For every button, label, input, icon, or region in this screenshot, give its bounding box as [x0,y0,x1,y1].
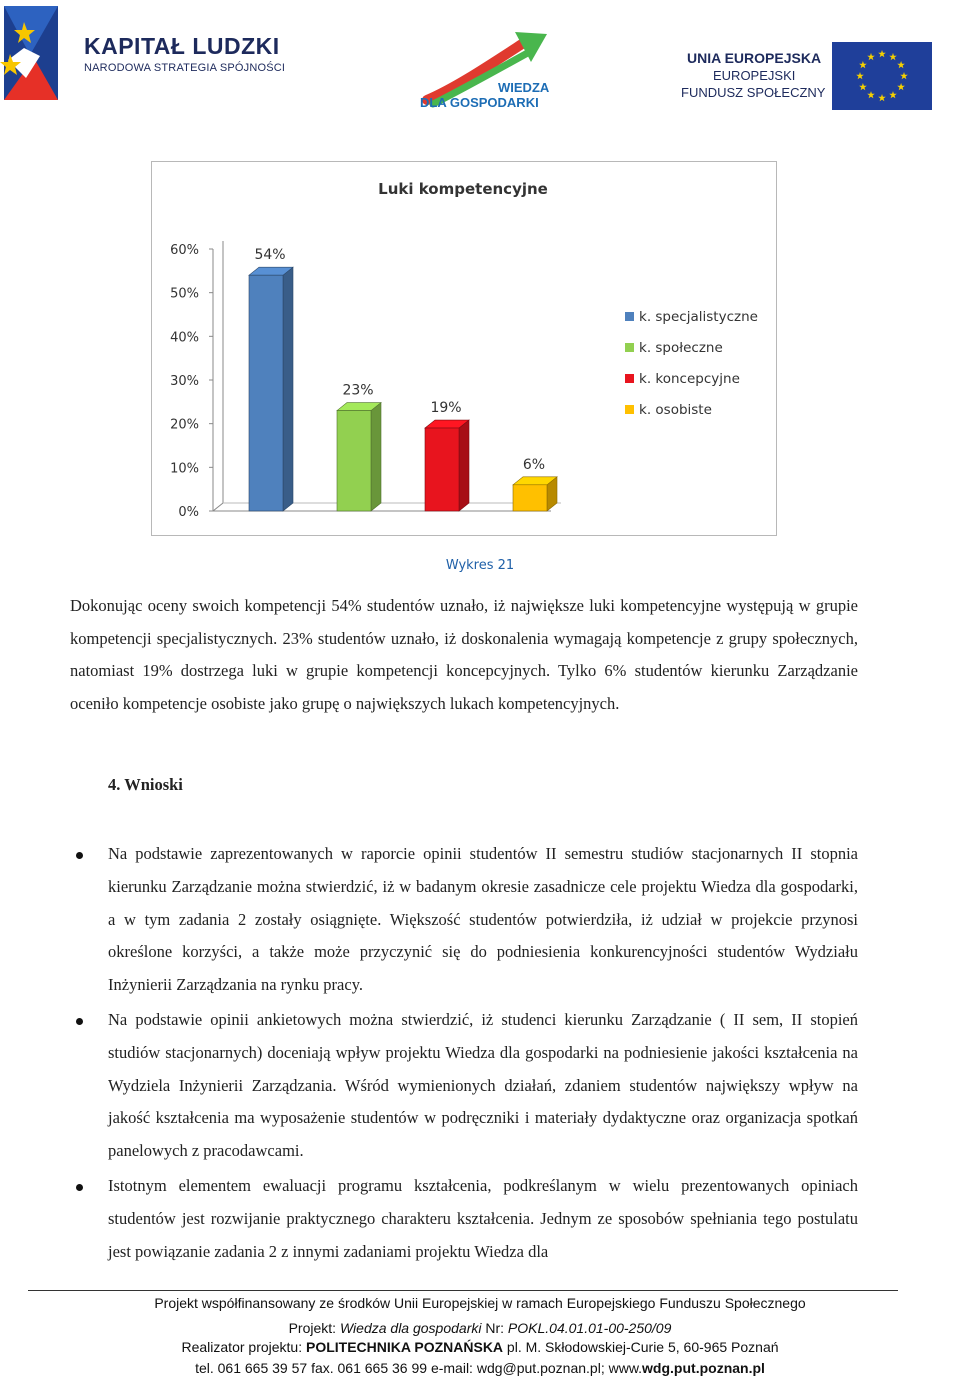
footer-website: wdg.put.poznan.pl [642,1360,765,1376]
eu-flag-icon [832,42,932,110]
ue-logo [660,28,960,113]
bullet-icon [76,852,83,859]
chart-legend-label: k. społeczne [639,340,723,356]
chart-y-tick-label: 20% [170,417,199,433]
wiedza-title: WIEDZA [498,80,550,95]
chart-caption: Wykres 21 [445,558,515,573]
chart-bar-front [513,485,547,511]
chart-y-tick-label: 50% [170,286,199,302]
bullet-text: Na podstawie zaprezentowanych w raporcie opinii studentów II semestru studiów stacjonarnych II stopnia kierunku Zarządzanie można stwierdzić, iż w badanym okresie zasadnicze cele projektu Wiedza dla gospodarki, a w tym zadania 2 zostały osiągnięte. Większość studentów potwierdziła, iż udział w projekcie przynosi określone korzyści, a także może przyczynić się do podniesienia konkurencyjności studentów Wydziału Inżynierii Zarządzania na rynku pracy. [108,844,858,995]
chart-data-label: 54% [254,247,286,264]
chart-bar-front [425,428,459,511]
ue-line-1: UNIA EUROPEJSKA [687,50,822,66]
chart-y-tick-label: 60% [170,243,199,258]
footer-contact-info: tel. 061 665 39 57 fax. 061 665 36 99 e-mail: wdg@put.poznan.pl [195,1360,601,1376]
body-paragraph: Dokonując oceny swoich kompetencji 54% studentów uznało, iż największe luki kompetencyjne występują w grupie kompetencji specjalistycznych. 23% studentów uznało, iż doskonalenia wymagają kompetencje z grupy społecznych, natomiast 19% dostrzega luki w grupie kompetencji koncepcyjnych. Tylko 6% studentów kierunku Zarządzanie oceniło kompetencje osobiste jako grupę o największych lukach kompetencyjnych. [70,596,858,714]
chart-y-tick-label: 0% [178,505,199,520]
chart-legend-swatch [625,374,634,383]
chart-legend-swatch [625,405,634,414]
chart-bar [337,383,381,511]
chart-bar-side [371,403,381,511]
footer-realizator-prefix: Realizator projektu: [181,1339,306,1355]
chart-data-label: 23% [342,382,374,399]
bullet-icon [76,1018,83,1025]
footer-project-prefix: Projekt: [288,1320,340,1336]
luki-kompetencyjne-chart [151,161,777,536]
chart-legend-label: k. koncepcyjne [639,371,740,387]
chart-bar-side [459,420,469,511]
chart-floor-edge [213,503,223,511]
chart-data-label: 19% [430,400,462,417]
ue-line-2: EUROPEJSKI [713,68,796,83]
chart-bar [425,400,469,511]
chart-y-tick-label: 30% [170,374,199,389]
chart-legend-label: k. specjalistyczne [639,309,758,325]
chart-bar-front [249,275,283,511]
chart-y-tick-label: 10% [170,461,199,477]
footer-project-name: Wiedza dla gospodarki [339,1320,482,1336]
chart-bar [249,247,293,511]
section-heading: 4. Wnioski [108,775,183,794]
chart-bar-front [337,411,371,511]
chart-title: Luki kompetencyjne [378,180,548,198]
kapital-ludzki-logo [0,0,300,110]
wiedza-subtitle: DLA GOSPODARKI [420,95,539,110]
chart-legend-swatch [625,343,634,352]
kapital-ludzki-title: KAPITAŁ LUDZKI [84,33,280,59]
bullet-text: Na podstawie opinii ankietowych można stwierdzić, iż studenci kierunku Zarządzanie ( II sem, II stopień studiów stacjonarnych) doceniają wpływ projektu Wiedza dla gospodarki na podniesienie jakości kształcenia na Wydziela Inżynierii Zarządzania. Wśród wymienionych działań, zdaniem studentów największy wpływ na jakość kształcenia ma wyposażenie studentów w podręczniki i materiały dydaktyczne oraz organizacja spotkań panelowych z pracodawcami. [108,1010,858,1161]
footer-divider [28,1290,898,1291]
footer-address: pl. M. Skłodowskiej-Curie 5, 60-965 Poznań [503,1339,779,1355]
chart-legend-swatch [625,312,634,321]
footer-cofinance: Projekt współfinansowany ze środków Unii Europejskiej w ramach Europejskiego Funduszu Społecznego [154,1295,806,1311]
footer-organization: POLITECHNIKA POZNAŃSKA [306,1339,504,1355]
footer-project [0,1320,960,1336]
bullet-text: Istotnym elementem ewaluacji programu kształcenia, podkreślanym w wielu prezentowanych opiniach studentów jest rozwijanie praktycznego charakteru kształcenia. Jednym ze sposobów spełniania tego postulatu jest powiązanie zadania 2 z innymi zadaniami projektu Wiedza dla [108,1176,858,1261]
chart-bar-side [283,267,293,511]
kapital-ludzki-subtitle: NARODOWA STRATEGIA SPÓJNOŚCI [84,62,286,74]
chart-legend-label: k. osobiste [639,402,712,418]
chart-data-label: 6% [522,456,546,473]
bullet-icon [76,1184,83,1191]
ue-line-3: FUNDUSZ SPOŁECZNY [681,85,826,100]
kapital-ludzki-emblem-icon [0,0,84,110]
chart-bar [513,457,557,511]
footer-realizator [0,1339,960,1355]
footer-project-nr: POKL.04.01.01-00-250/09 [507,1320,672,1336]
footer-contact [0,1360,960,1376]
footer-web-sep: ; www. [600,1360,643,1376]
footer-nr-label: Nr: [481,1320,508,1336]
chart-y-tick-label: 40% [170,330,199,346]
